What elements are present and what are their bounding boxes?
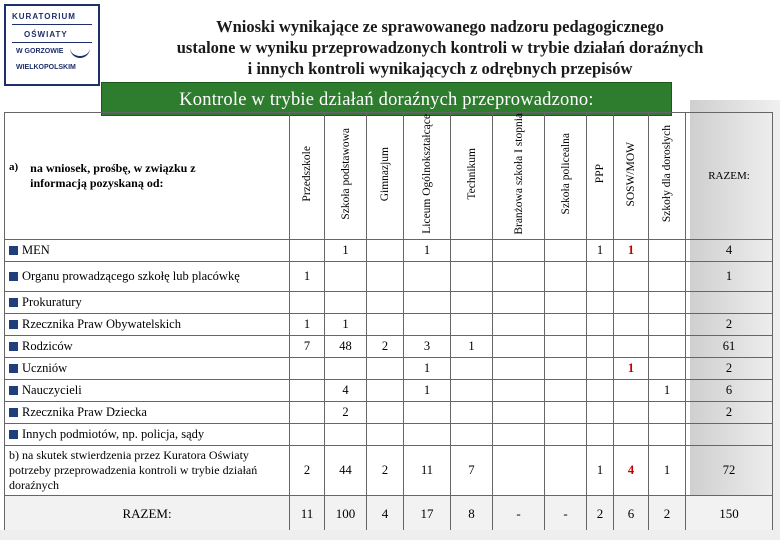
bullet-icon bbox=[9, 272, 18, 281]
table-cell bbox=[614, 379, 649, 401]
table-cell bbox=[545, 357, 587, 379]
table-cell: 2 bbox=[367, 445, 404, 495]
table-cell bbox=[404, 313, 451, 335]
bullet-icon bbox=[9, 342, 18, 351]
row-total: 6 bbox=[686, 379, 773, 401]
table-cell bbox=[649, 357, 686, 379]
table-cell bbox=[325, 261, 367, 291]
logo-line-2: OŚWIATY bbox=[24, 30, 68, 39]
table-cell bbox=[587, 401, 614, 423]
table-cell bbox=[493, 261, 545, 291]
table-cell: 1 bbox=[614, 357, 649, 379]
table-cell bbox=[290, 357, 325, 379]
total-cell: - bbox=[545, 495, 587, 533]
table-cell bbox=[545, 291, 587, 313]
row-total: 2 bbox=[686, 401, 773, 423]
row-label bbox=[5, 239, 290, 261]
table-cell bbox=[493, 379, 545, 401]
grand-total: 150 bbox=[686, 495, 773, 533]
table-cell: 44 bbox=[325, 445, 367, 495]
row-label bbox=[5, 379, 290, 401]
table-cell bbox=[545, 313, 587, 335]
table-cell: 4 bbox=[614, 445, 649, 495]
table-cell bbox=[493, 445, 545, 495]
bullet-icon bbox=[9, 386, 18, 395]
table-cell bbox=[451, 313, 493, 335]
column-header-text: Gimnazjum bbox=[379, 146, 391, 201]
table-cell bbox=[587, 423, 614, 445]
table-cell: 2 bbox=[290, 445, 325, 495]
table-cell bbox=[649, 335, 686, 357]
row-total: 1 bbox=[686, 261, 773, 291]
total-cell: 6 bbox=[614, 495, 649, 533]
table-cell: 2 bbox=[367, 335, 404, 357]
row-label bbox=[5, 313, 290, 335]
logo-line-4: WIELKOPOLSKIM bbox=[16, 64, 76, 71]
column-header bbox=[587, 113, 614, 240]
table-cell bbox=[290, 379, 325, 401]
row-label-text: MEN bbox=[22, 242, 50, 257]
logo-line-1: KURATORIUM bbox=[12, 12, 76, 21]
table-cell bbox=[367, 357, 404, 379]
table-row bbox=[5, 379, 773, 401]
table-cell bbox=[367, 261, 404, 291]
table-cell: 1 bbox=[451, 335, 493, 357]
table-cell: 1 bbox=[290, 313, 325, 335]
table-cell: 11 bbox=[404, 445, 451, 495]
table-cell bbox=[451, 379, 493, 401]
column-header bbox=[649, 113, 686, 240]
bullet-icon bbox=[9, 320, 18, 329]
table-cell bbox=[545, 335, 587, 357]
table-cell bbox=[614, 313, 649, 335]
table-cell bbox=[649, 239, 686, 261]
column-header bbox=[367, 113, 404, 240]
title-line-1: Wnioski wynikające ze sprawowanego nadzoru pedagogicznego bbox=[216, 17, 664, 36]
row-label bbox=[5, 335, 290, 357]
table-cell bbox=[614, 261, 649, 291]
table-cell bbox=[404, 401, 451, 423]
table-row bbox=[5, 239, 773, 261]
row-label-text: Rzecznika Praw Obywatelskich bbox=[22, 316, 181, 331]
table-cell bbox=[587, 291, 614, 313]
table-cell bbox=[649, 401, 686, 423]
bullet-icon bbox=[9, 408, 18, 417]
table-cell: 1 bbox=[649, 379, 686, 401]
total-cell: - bbox=[493, 495, 545, 533]
table-cell bbox=[451, 291, 493, 313]
table-row bbox=[5, 401, 773, 423]
table-cell bbox=[587, 357, 614, 379]
table-cell bbox=[545, 423, 587, 445]
table-cell bbox=[451, 239, 493, 261]
row-label bbox=[5, 401, 290, 423]
row-total: 72 bbox=[686, 445, 773, 495]
table-cell bbox=[367, 401, 404, 423]
header-label: na wniosek, prośbę, w związku z informacją pozyskaną od: bbox=[30, 160, 196, 190]
total-cell: 17 bbox=[404, 495, 451, 533]
table-cell: 1 bbox=[325, 313, 367, 335]
table-cell bbox=[587, 335, 614, 357]
total-cell: 4 bbox=[367, 495, 404, 533]
logo-line-3: W GORZOWIE bbox=[16, 48, 64, 55]
column-header-text: PPP bbox=[594, 164, 606, 184]
row-label-text: Uczniów bbox=[22, 360, 68, 375]
bullet-icon bbox=[9, 298, 18, 307]
row-label-text: Rzecznika Praw Dziecka bbox=[22, 404, 147, 419]
table-cell bbox=[493, 423, 545, 445]
column-header-text: Przedszkole bbox=[301, 146, 313, 202]
table-cell bbox=[290, 401, 325, 423]
row-label-text: Rodziców bbox=[22, 338, 73, 353]
column-header bbox=[404, 113, 451, 240]
total-column-header: RAZEM: bbox=[686, 113, 773, 240]
controls-table bbox=[4, 112, 773, 534]
table-cell bbox=[493, 291, 545, 313]
row-label-text: Innych podmiotów, np. policja, sądy bbox=[22, 426, 205, 441]
row-label-text: Prokuratury bbox=[22, 294, 82, 309]
row-total: 4 bbox=[686, 239, 773, 261]
header-label-a: a) bbox=[9, 160, 19, 173]
table-header-row bbox=[5, 113, 773, 240]
table-cell: 1 bbox=[290, 261, 325, 291]
total-cell: 11 bbox=[290, 495, 325, 533]
section-banner: Kontrole w trybie działań doraźnych przeprowadzono: bbox=[101, 82, 672, 116]
table-cell bbox=[614, 423, 649, 445]
table-row bbox=[5, 261, 773, 291]
column-header bbox=[451, 113, 493, 240]
table-cell: 1 bbox=[404, 239, 451, 261]
bottom-strip bbox=[0, 530, 780, 540]
total-cell: 8 bbox=[451, 495, 493, 533]
slide-title bbox=[140, 16, 740, 79]
row-label-text: Nauczycieli bbox=[22, 382, 82, 397]
table-row bbox=[5, 357, 773, 379]
table-cell bbox=[367, 239, 404, 261]
column-header-text: Szkoła policealna bbox=[559, 133, 572, 215]
row-total bbox=[686, 423, 773, 445]
table-cell bbox=[451, 423, 493, 445]
logo-wave-icon bbox=[70, 42, 90, 58]
table-cell bbox=[404, 261, 451, 291]
row-total bbox=[686, 291, 773, 313]
bullet-icon bbox=[9, 430, 18, 439]
kuratorium-logo bbox=[4, 4, 100, 86]
table-cell bbox=[290, 423, 325, 445]
row-label-text: Organu prowadzącego szkołę lub placówkę bbox=[22, 268, 240, 283]
table-cell: 1 bbox=[404, 379, 451, 401]
bullet-icon bbox=[9, 246, 18, 255]
table-cell bbox=[649, 261, 686, 291]
table-cell bbox=[493, 357, 545, 379]
table-cell bbox=[649, 423, 686, 445]
row-label bbox=[5, 291, 290, 313]
table-cell bbox=[649, 291, 686, 313]
table-total-row bbox=[5, 495, 773, 533]
column-header-text: Liceum Ogólnokształcące bbox=[421, 113, 433, 234]
table-cell bbox=[367, 379, 404, 401]
column-header-text: Szkoły dla dorosłych bbox=[661, 125, 673, 223]
table-row bbox=[5, 313, 773, 335]
row-total: 2 bbox=[686, 313, 773, 335]
column-header-text: SOSW/MOW bbox=[625, 141, 637, 207]
table-cell bbox=[545, 261, 587, 291]
column-header bbox=[545, 113, 587, 240]
column-header bbox=[614, 113, 649, 240]
row-label bbox=[5, 357, 290, 379]
table-cell bbox=[404, 291, 451, 313]
table-cell bbox=[545, 401, 587, 423]
table-cell: 4 bbox=[325, 379, 367, 401]
table-cell bbox=[325, 423, 367, 445]
bullet-icon bbox=[9, 364, 18, 373]
table-cell: 3 bbox=[404, 335, 451, 357]
row-total: 2 bbox=[686, 357, 773, 379]
table-cell bbox=[614, 401, 649, 423]
table-cell: 2 bbox=[325, 401, 367, 423]
title-line-3: i innych kontroli wynikających z odrębnych przepisów bbox=[247, 59, 633, 78]
column-header-text: Szkoła podstawowa bbox=[339, 128, 352, 220]
table-cell: 7 bbox=[290, 335, 325, 357]
table-cell bbox=[614, 291, 649, 313]
column-header bbox=[493, 113, 545, 240]
table-cell bbox=[451, 261, 493, 291]
table-cell bbox=[367, 313, 404, 335]
column-header-text: Branżowa szkoła I stopnia bbox=[512, 113, 525, 235]
column-header bbox=[325, 113, 367, 240]
table-row bbox=[5, 335, 773, 357]
table-row-b bbox=[5, 445, 773, 495]
table-cell bbox=[493, 239, 545, 261]
table-cell: 1 bbox=[614, 239, 649, 261]
logo-divider bbox=[12, 24, 92, 25]
table-cell bbox=[325, 357, 367, 379]
table-cell bbox=[451, 357, 493, 379]
table-cell bbox=[587, 379, 614, 401]
row-label bbox=[5, 261, 290, 291]
table-cell bbox=[325, 291, 367, 313]
table-cell bbox=[614, 335, 649, 357]
column-header bbox=[290, 113, 325, 240]
row-b-label: b) na skutek stwierdzenia przez Kuratora Oświaty potrzeby przeprowadzenia kontroli w trybie działań doraźnych bbox=[5, 445, 290, 495]
table-row bbox=[5, 423, 773, 445]
table-cell bbox=[649, 313, 686, 335]
table-cell: 48 bbox=[325, 335, 367, 357]
table-cell bbox=[493, 335, 545, 357]
table-cell bbox=[545, 445, 587, 495]
table-cell bbox=[587, 261, 614, 291]
table-cell bbox=[451, 401, 493, 423]
total-cell: 2 bbox=[649, 495, 686, 533]
total-cell: 100 bbox=[325, 495, 367, 533]
table-row bbox=[5, 291, 773, 313]
table-cell bbox=[367, 291, 404, 313]
table-cell: 1 bbox=[587, 445, 614, 495]
header-label-cell bbox=[5, 113, 290, 240]
table-cell: 1 bbox=[649, 445, 686, 495]
row-total: 61 bbox=[686, 335, 773, 357]
table-cell: 1 bbox=[325, 239, 367, 261]
table-cell bbox=[545, 379, 587, 401]
total-row-label: RAZEM: bbox=[5, 495, 290, 533]
total-cell: 2 bbox=[587, 495, 614, 533]
table-cell bbox=[367, 423, 404, 445]
table-cell bbox=[290, 291, 325, 313]
table-cell: 1 bbox=[587, 239, 614, 261]
table-cell: 7 bbox=[451, 445, 493, 495]
table-cell bbox=[404, 423, 451, 445]
table-cell bbox=[587, 313, 614, 335]
table-cell bbox=[493, 313, 545, 335]
table-cell: 1 bbox=[404, 357, 451, 379]
table-cell bbox=[493, 401, 545, 423]
column-header-text: Technikum bbox=[465, 148, 478, 200]
table-cell bbox=[290, 239, 325, 261]
table-cell bbox=[545, 239, 587, 261]
row-label bbox=[5, 423, 290, 445]
title-line-2: ustalone w wyniku przeprowadzonych kontroli w trybie działań doraźnych bbox=[176, 38, 704, 57]
